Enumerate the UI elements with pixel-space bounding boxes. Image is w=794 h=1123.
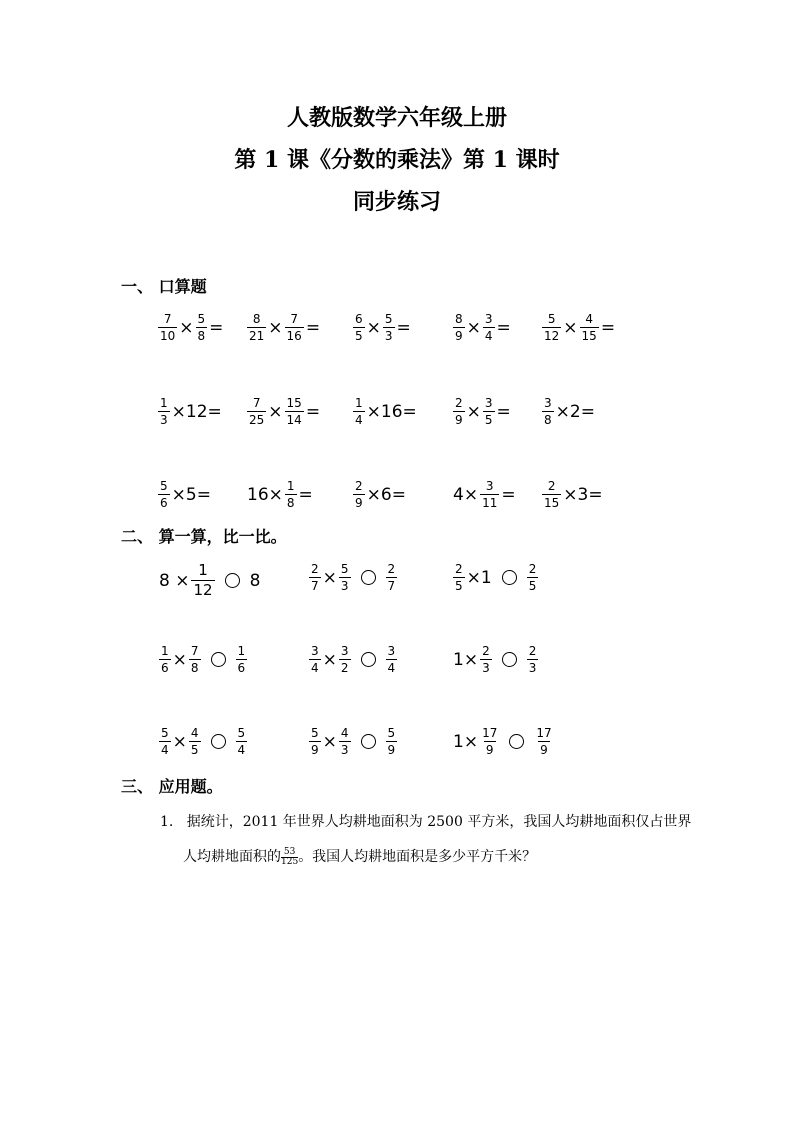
fraction-denominator: 9 [387,743,396,757]
fraction [159,726,171,757]
frac-num: 53 [283,846,296,857]
compare-circle[interactable] [502,652,517,667]
fraction [339,726,351,757]
fraction [527,562,539,593]
section-oral: 一、 口算题 [121,277,207,296]
times-sign: × [268,401,283,422]
oral-expression [452,479,517,510]
fraction-numerator: 15 [286,396,302,410]
fraction-denominator: 4 [355,413,363,427]
fraction-numerator: 2 [528,644,537,658]
fraction-numerator: 1 [355,396,363,410]
fraction-numerator: 4 [340,726,349,740]
operator-text: 1× [453,649,479,670]
fraction-numerator: 2 [355,479,363,493]
times-sign: × [268,317,283,338]
oral-expression [352,312,412,343]
fraction-denominator: 12 [193,581,213,599]
fraction-numerator: 3 [484,396,493,410]
fraction-numerator: 2 [387,562,396,576]
problem-text-2a: 人均耕地面积的 [183,849,281,865]
fraction-numerator: 7 [163,312,172,326]
fraction-numerator: 1 [237,644,246,658]
fraction-denominator: 3 [528,661,537,675]
fraction-denominator: 6 [160,496,168,510]
fraction-numerator: 5 [197,312,206,326]
fraction-denominator: 9 [311,743,319,757]
fraction-numerator: 6 [355,312,363,326]
section-application: 三、 应用题。 [121,777,223,796]
fraction-denominator: 9 [485,743,494,757]
fraction [386,644,398,675]
fraction-numerator: 3 [340,644,349,658]
fraction-denominator: 8 [190,661,199,675]
fraction [236,644,248,675]
fraction [453,562,465,593]
fraction-numerator: 5 [161,726,169,740]
fraction-numerator: 1 [161,644,169,658]
fraction-denominator: 3 [160,413,168,427]
oral-expression [352,479,407,510]
fraction-numerator: 2 [455,396,463,410]
fraction-numerator: 2 [311,562,319,576]
compare-circle[interactable] [509,734,524,749]
times-sign: × [563,317,578,338]
fraction [247,396,266,427]
fraction [542,396,554,427]
fraction [285,312,304,343]
fraction-numerator: 7 [290,312,298,326]
compare-circle[interactable] [361,570,376,585]
compare-circle[interactable] [211,734,226,749]
fraction [580,312,599,343]
times-sign: × [466,317,481,338]
fraction [480,726,499,757]
fraction [480,479,499,510]
times-sign: × [366,317,381,338]
oral-expression [452,396,512,427]
fraction [383,312,395,343]
fraction-denominator: 9 [540,743,548,757]
fraction [542,312,561,343]
fraction-numerator: 5 [160,479,168,493]
fraction-denominator: 3 [340,579,349,593]
equals-sign: = [496,401,511,422]
compare-expression [452,726,555,757]
times-sign: × [322,731,337,752]
oral-expression [246,479,314,510]
compare-expression [158,644,248,675]
fraction-denominator: 7 [311,579,319,593]
fraction [483,396,495,427]
fraction-numerator: 17 [536,726,552,740]
fraction [480,644,492,675]
fraction [309,726,321,757]
fraction-numerator: 3 [544,396,552,410]
fraction [247,312,266,343]
fraction-numerator: 3 [484,312,493,326]
fraction-numerator: 2 [482,644,490,658]
fraction [527,644,539,675]
fraction-denominator: 5 [484,413,493,427]
oral-expression [541,396,596,427]
fraction [189,726,201,757]
problem-fraction [281,848,298,867]
operator-text: ×12= [171,401,222,422]
oral-expression [157,396,223,427]
fraction [285,396,304,427]
equals-sign: = [496,317,511,338]
operator-text: 16× [247,484,283,505]
fraction-denominator: 4 [161,743,169,757]
fraction-denominator: 3 [340,743,349,757]
equals-sign: = [298,484,313,505]
fraction-denominator: 9 [355,496,363,510]
fraction [236,726,248,757]
fraction-denominator: 4 [484,329,493,343]
fraction-numerator: 3 [387,644,396,658]
fraction-numerator: 1 [198,561,208,579]
fraction [158,312,177,343]
fraction-denominator: 6 [237,661,246,675]
fraction-numerator: 3 [485,479,494,493]
fraction-denominator: 4 [311,661,319,675]
fraction-denominator: 9 [455,329,463,343]
fraction [191,562,214,599]
times-sign: × [172,731,187,752]
operator-text: ×6= [366,484,406,505]
oral-expression [541,479,604,510]
fraction-numerator: 1 [160,396,168,410]
fraction-numerator: 5 [237,726,246,740]
fraction-denominator: 8 [286,496,295,510]
fraction-denominator: 8 [544,413,552,427]
fraction [285,479,297,510]
operator-text: 4× [453,484,479,505]
fraction [189,644,201,675]
fraction-denominator: 5 [190,743,199,757]
fraction-numerator: 8 [252,312,261,326]
fraction-numerator: 2 [455,562,463,576]
compare-circle[interactable] [361,734,376,749]
fraction-denominator: 4 [387,661,396,675]
fraction [309,562,321,593]
fraction [159,644,171,675]
fraction-denominator: 6 [161,661,169,675]
compare-expression [452,644,539,675]
operator-text: ×2= [555,401,595,422]
equals-sign: = [501,484,516,505]
fraction-numerator: 7 [252,396,261,410]
fraction-numerator: 7 [190,644,199,658]
lesson-title: 第 1 课《分数的乘法》第 1 课时 [234,147,560,173]
fraction-denominator: 7 [387,579,396,593]
fraction-numerator: 2 [547,479,556,493]
fraction [534,726,553,757]
fraction [158,479,170,510]
operator-text: ×16= [366,401,417,422]
fraction [339,562,351,593]
fraction [353,479,365,510]
fraction [483,312,495,343]
equals-sign: = [209,317,224,338]
equals-sign: = [396,317,411,338]
fraction-denominator: 15 [581,329,597,343]
fraction [158,396,170,427]
equals-sign: = [305,317,321,338]
fraction-numerator: 1 [286,479,295,493]
oral-expression [157,479,212,510]
fraction-numerator: 4 [190,726,199,740]
fraction-denominator: 3 [482,661,490,675]
fraction-denominator: 21 [249,329,265,343]
doc-title: 人教版数学六年级上册 [286,105,507,131]
times-sign: × [322,649,337,670]
fraction [386,726,398,757]
fraction-denominator: 4 [237,743,246,757]
times-sign: × [179,317,194,338]
practice-title: 同步练习 [352,189,441,215]
fraction-denominator: 25 [249,413,265,427]
fraction [542,479,561,510]
problem-line-1 [160,811,691,831]
frac-den: 125 [281,856,299,867]
problem-text-1: 据统计，2011 年世界人均耕地面积为 2500 平方米，我国人均耕地面积仅占世界 [186,814,692,830]
result-value: 8 [249,570,261,591]
fraction-denominator: 14 [286,413,302,427]
fraction-numerator: 4 [585,312,593,326]
fraction-numerator: 5 [547,312,556,326]
fraction-numerator: 17 [482,726,498,740]
fraction-denominator: 8 [197,329,206,343]
operator-text: ×1 [466,567,492,588]
fraction-denominator: 2 [340,661,349,675]
times-sign: × [322,567,337,588]
operator-text: ×5= [171,484,211,505]
fraction-numerator: 3 [311,644,319,658]
fraction [453,312,465,343]
compare-expression [308,726,398,757]
fraction-numerator: 5 [384,312,393,326]
fraction-denominator: 9 [455,413,463,427]
compare-circle[interactable] [361,652,376,667]
fraction-numerator: 5 [387,726,396,740]
equals-sign: = [305,401,321,422]
fraction [309,644,321,675]
fraction [196,312,208,343]
fraction-numerator: 8 [455,312,463,326]
fraction [453,396,465,427]
compare-expression [158,562,261,599]
fraction-denominator: 16 [286,329,302,343]
fraction-denominator: 3 [384,329,393,343]
fraction-denominator: 15 [544,496,560,510]
fraction-denominator: 12 [544,329,560,343]
times-sign: × [172,649,187,670]
problem-number: 1. [160,814,174,830]
compare-expression [452,562,539,593]
fraction-denominator: 5 [528,579,537,593]
oral-expression [246,312,321,343]
fraction [386,562,398,593]
times-sign: × [466,401,481,422]
fraction [339,644,351,675]
fraction-denominator: 10 [160,329,176,343]
operator-text: 8 × [159,570,190,591]
problem-line-2 [183,846,536,867]
oral-expression [157,312,224,343]
compare-circle[interactable] [502,570,517,585]
operator-text: 1× [453,731,479,752]
oral-expression [452,312,512,343]
fraction-numerator: 5 [311,726,319,740]
compare-expression [158,726,248,757]
fraction-denominator: 5 [355,329,363,343]
compare-circle[interactable] [211,652,226,667]
section-compare: 二、 算一算，比一比。 [121,527,287,546]
equals-sign: = [600,317,616,338]
fraction [353,312,365,343]
fraction-denominator: 11 [482,496,498,510]
compare-circle[interactable] [225,573,240,588]
oral-expression [541,312,616,343]
compare-expression [308,644,398,675]
fraction-numerator: 2 [528,562,537,576]
fraction [353,396,365,427]
compare-expression [308,562,398,593]
fraction-denominator: 5 [455,579,463,593]
oral-expression [246,396,321,427]
fraction-numerator: 5 [340,562,349,576]
problem-text-2b: 。我国人均耕地面积是多少平方千米？ [298,849,537,865]
operator-text: ×3= [563,484,603,505]
oral-expression [352,396,418,427]
